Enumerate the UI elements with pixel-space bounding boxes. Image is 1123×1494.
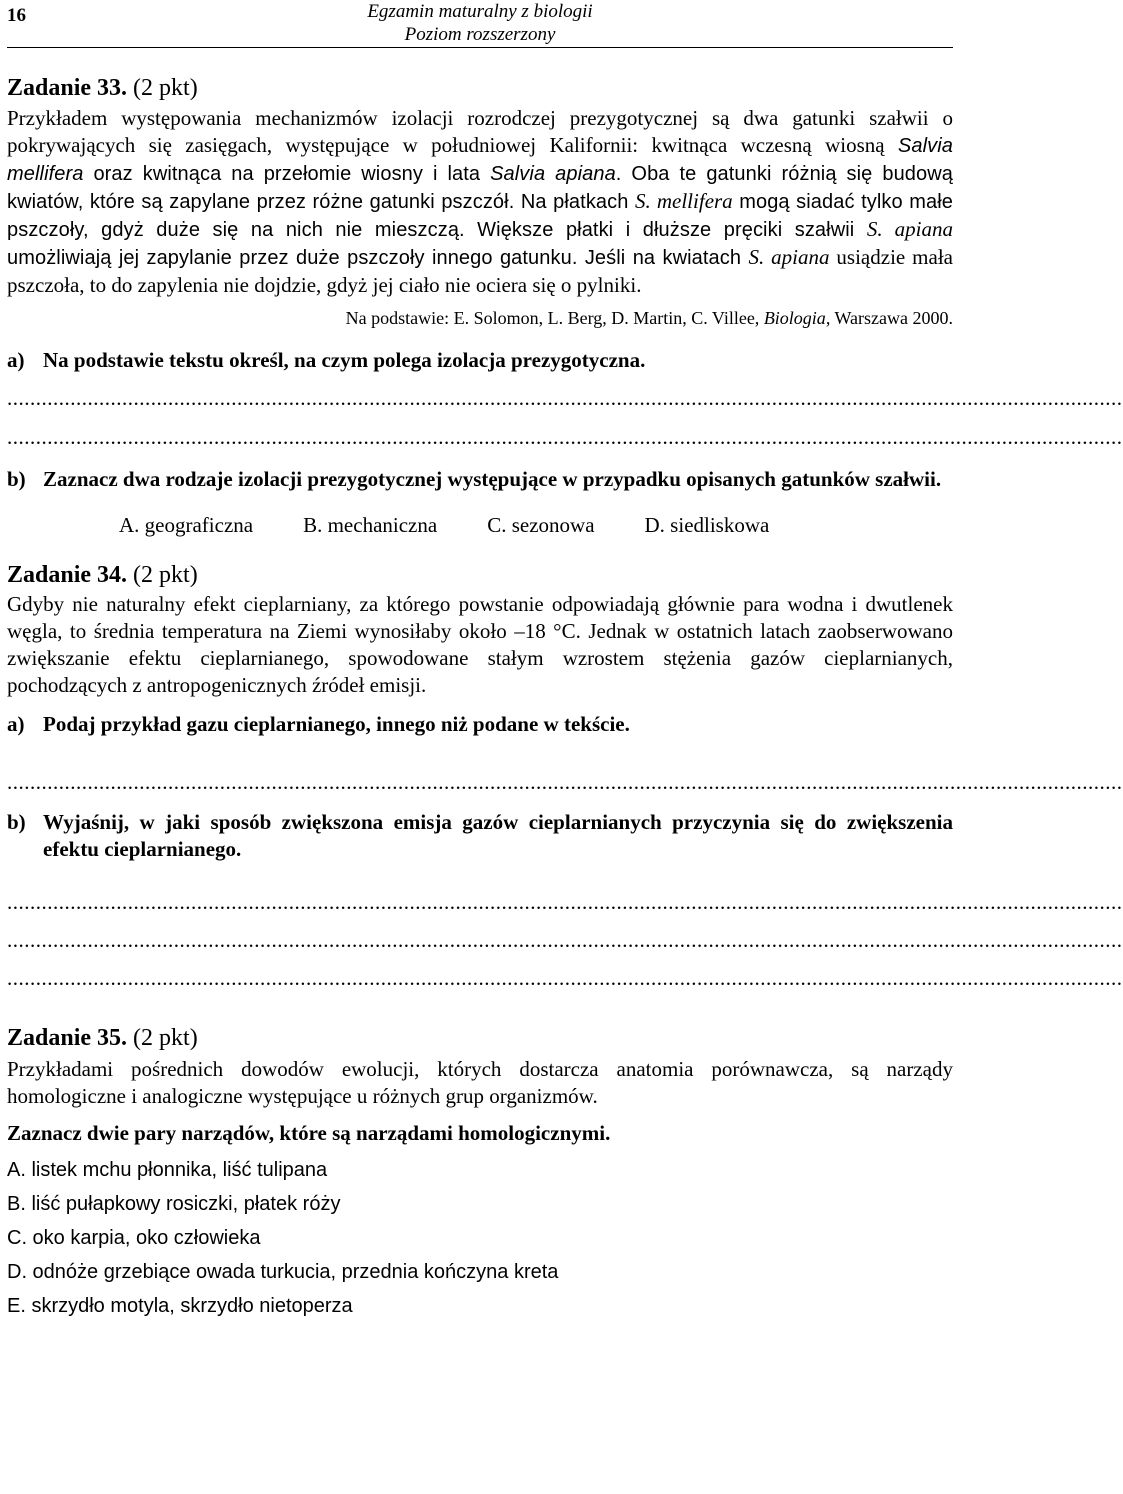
question-text: Wyjaśnij, w jaki sposób zwiększona emisja gazów cieplarnianych przyczynia się do zwiększenia efektu cieplarnianego. [43, 810, 953, 861]
task-33b-question [7, 466, 953, 493]
source-title: Biologia [763, 308, 826, 328]
answer-line[interactable]: .................................................................................................................................................................................................. [7, 386, 1123, 410]
task-35 [7, 1024, 953, 1323]
task-34b-question [7, 809, 953, 863]
task-34-points: (2 pkt) [133, 562, 198, 588]
question-label: a) [7, 712, 25, 736]
organ-pair-b[interactable]: B. liść pułapkowy rosiczki, płatek róży [7, 1193, 341, 1215]
species-name: S. apiana [748, 245, 830, 269]
task-33a-question [7, 347, 953, 374]
task-34a-question [7, 711, 953, 738]
question-label: b) [7, 810, 26, 834]
task-33-title [7, 74, 953, 102]
header-title-line1: Egzamin maturalny z biologii [367, 1, 593, 22]
organ-pair-e[interactable]: E. skrzydło motyla, skrzydło nietoperza [7, 1295, 353, 1317]
task-33-points: (2 pkt) [133, 75, 198, 101]
task-34-text: Gdyby nie naturalny efekt cieplarniany, za którego powstanie odpowiadają głównie para wodna i dwutlenek węgla, to średnia temperatura na Ziemi wynosiłaby około –18 °C. Jednak w ostatnich latach zaobserwowano zwiększanie efektu cieplarnianego, spowodowane stałym wzrostem stężenia gazów cieplarnianych, pochodzących z antropogenicznych źródeł emisji. [7, 592, 953, 697]
species-name: S. apiana [866, 217, 953, 241]
organ-pair-a[interactable]: A. listek mchu płonnika, liść tulipana [7, 1159, 328, 1181]
option-a[interactable]: A. geograficzna [119, 513, 254, 537]
task-33-text-part: Przykładem występowania mechanizmów izolacji rozrodczej prezygotycznej są dwa gatunki szałwii o pokrywających się zasięgach, występujące w południowej Kalifornii: kwitnąca wczesną wiosną [7, 106, 953, 157]
answer-line[interactable]: .................................................................................................................................................................................................. [7, 770, 1123, 794]
task-35-points: (2 pkt) [133, 1025, 198, 1051]
task-33-text [7, 105, 953, 299]
source-authors: Na podstawie: E. Solomon, L. Berg, D. Martin, C. Villee, [345, 308, 764, 328]
task-34-title [7, 561, 953, 589]
question-label: a) [7, 348, 25, 372]
task-35-instruction: Zaznacz dwie pary narządów, które są narządami homologicznymi. [7, 1121, 611, 1145]
species-name: Salvia mellifera [7, 135, 953, 185]
option-c[interactable]: C. sezonowa [487, 513, 595, 537]
question-text: Zaznacz dwa rodzaje izolacji prezygotycznej występujące w przypadku opisanych gatunków szałwii. [43, 467, 942, 491]
option-b[interactable]: B. mechaniczna [303, 513, 438, 537]
task-33-text-part: . Oba te gatunki różnią się budową kwiatów, które są zapylane przez różne gatunki pszczół. Na płatkach [7, 163, 954, 213]
organ-pair-d[interactable]: D. odnóże grzebiące owada turkucia, przednia kończyna kreta [7, 1261, 559, 1283]
task-33-title-text: Zadanie 33. [7, 75, 128, 101]
question-text: Na podstawie tekstu określ, na czym polega izolacja prezygotyczna. [43, 348, 646, 372]
answer-options [119, 512, 953, 539]
task-34-title-text: Zadanie 34. [7, 562, 128, 588]
source-place-year: , Warszawa 2000. [825, 308, 953, 328]
answer-line[interactable]: .................................................................................................................................................................................................. [7, 928, 1123, 952]
question-text: Podaj przykład gazu cieplarnianego, innego niż podane w tekście. [43, 712, 630, 736]
header-title-line2: Poziom rozszerzony [404, 24, 556, 45]
task-33 [7, 74, 1123, 539]
organ-pair-list [7, 1153, 953, 1323]
task-33-text-part: mogą siadać tylko małe pszczoły, gdyż duże się na nich nie mieszczą. Większe płatki i dłuższe pręciki szałwii [7, 191, 953, 241]
species-name: S. mellifera [635, 189, 733, 213]
answer-line[interactable]: .................................................................................................................................................................................................. [7, 425, 1123, 449]
task-34 [7, 561, 1123, 992]
task-35-title [7, 1024, 953, 1052]
question-label: b) [7, 467, 26, 491]
answer-line[interactable]: .................................................................................................................................................................................................. [7, 890, 1123, 914]
task-33-text-part: usiądzie mała pszczoła, to do zapylenia nie dojdzie, gdyż jej ciało nie ociera się o pylniki. [7, 245, 953, 297]
answer-line[interactable]: .................................................................................................................................................................................................. [7, 966, 1123, 990]
species-name: Salvia apiana [490, 163, 616, 185]
page-header [7, 0, 953, 48]
header-title [7, 0, 953, 46]
task-35-text: Przykładami pośrednich dowodów ewolucji, których dostarcza anatomia porównawcza, są narządy homologiczne i analogiczne występujące u różnych grup organizmów. [7, 1057, 953, 1108]
organ-pair-c[interactable]: C. oko karpia, oko człowieka [7, 1227, 261, 1249]
source-citation [7, 305, 953, 332]
page-number: 16 [7, 5, 26, 26]
task-33-text-part: oraz kwitnąca na przełomie wiosny i lata [83, 163, 491, 185]
task-33-text-part: umożliwiają jej zapylanie przez duże pszczoły innego gatunku. Jeśli na kwiatach [7, 247, 749, 269]
exam-page [7, 0, 1123, 1323]
option-d[interactable]: D. siedliskowa [644, 513, 770, 537]
task-35-title-text: Zadanie 35. [7, 1025, 128, 1051]
